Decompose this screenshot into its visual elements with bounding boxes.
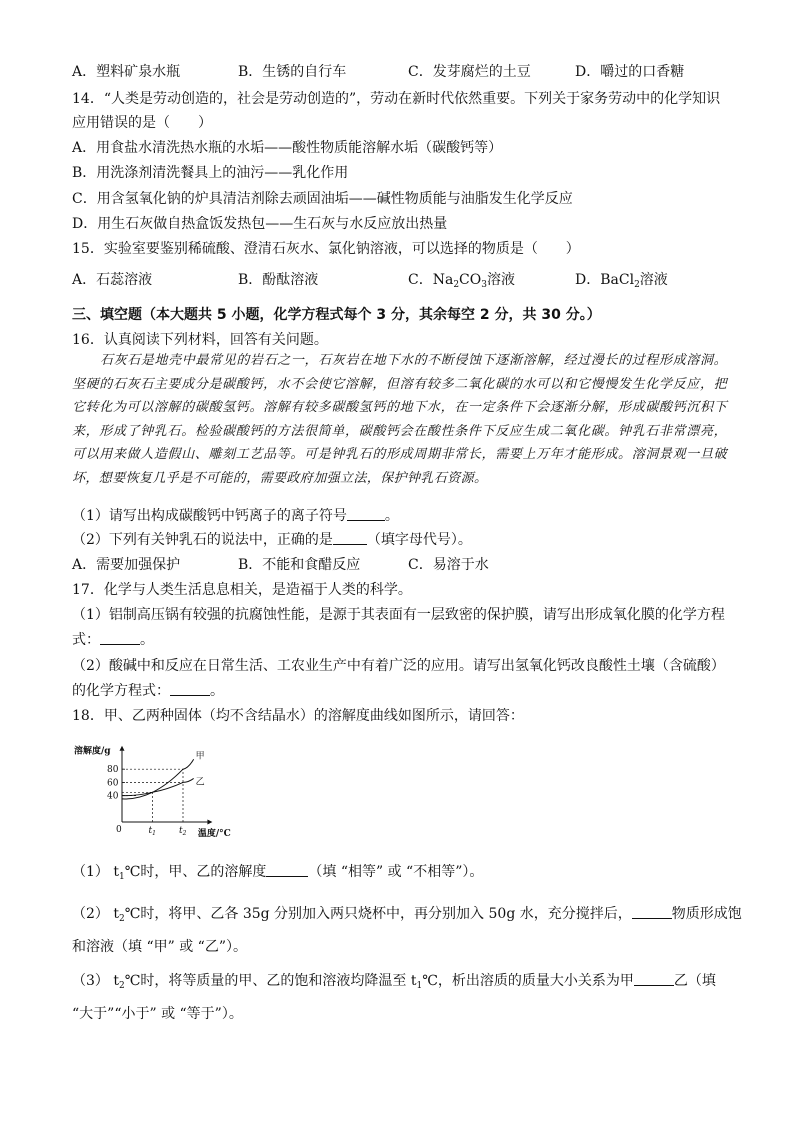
y-axis-label: 溶解度/g [74, 746, 111, 757]
q18-sub3-t1-sub: 1 [416, 981, 423, 991]
q16-passage-text: 石灰石是地壳中最常见的岩石之一，石灰岩在地下水的不断侵蚀下逐渐溶解，经过漫长的过程形成溶洞。坚硬的石灰石主要成分是碳酸钙，水不会使它溶解，但溶有较多二氧化碳的水可以和它慢慢发生化学反应，把它转化为可以溶解的碳酸氢钙。溶解有较多碳酸氢钙的地下水，在一定条件下会逐渐分解，形成碳酸钙沉积下来，形成了钟乳石。检验碳酸钙的方法很简单，碳酸钙会在酸性条件下反应生成二氧化碳。钟乳石非常漂亮，可以用来做人造假山、雕刻工艺品等。可是钟乳石的形成周期非常长，需要上万年才能形成。溶洞景观一旦破坏，想要恢复几乎是不可能的，需要政府加强立法，保护钟乳石资源。 [72, 353, 727, 486]
q18-sub2-mid: ℃时，将甲、乙各 35g 分别加入两只烧杯中，再分别加入 50g 水，充分搅拌后， [124, 906, 632, 922]
q17-sub2-line2 [72, 682, 224, 700]
q14-option-a: A．用食盐水清洗热水瓶的水垢——酸性物质能溶解水垢（碳酸钙等） [72, 140, 503, 156]
section-3-heading: 三、填空题（本大题共 5 小题，化学方程式每个 3 分，其余每空 2 分，共 30 分。） [72, 307, 601, 323]
x-axis-label: 温度/°C [197, 829, 231, 839]
q18-sub1-blank[interactable] [266, 864, 308, 877]
q17-sub2-end: 。 [210, 683, 224, 699]
q15-option-d-sub: 2 [634, 280, 640, 290]
origin-label: 0 [116, 825, 122, 835]
q18-sub1-post: （填 “相等” 或 “不相等”）。 [308, 864, 484, 880]
q16-option-b: B．不能和食醋反应 [238, 557, 361, 573]
q17-sub2-line1: （2）酸碱中和反应在日常生活、工农业生产中有着广泛的应用。请写出氢氧化钙改良酸性土壤（含硫酸） [72, 658, 725, 674]
q18-sub2-blank[interactable] [632, 906, 672, 919]
q16-sub2-post: （填字母代号）。 [366, 532, 472, 548]
q15-option-d-post: 溶液 [639, 272, 668, 288]
q18-sub2-line2: 和溶液（填 “甲” 或 “乙”）。 [72, 939, 247, 955]
q15-option-d-pre: D．BaCl [575, 272, 635, 288]
q18-sub1-t-sub: 1 [118, 872, 125, 882]
q15-option-a: A．石蕊溶液 [72, 272, 153, 288]
q14-option-d: D．用生石灰做自热盒饭发热包——生石灰与水反应放出热量 [72, 216, 448, 232]
q14-option-b: B．用洗涤剂清洗餐具上的油污——乳化作用 [72, 165, 349, 181]
q17-sub1-end: 。 [140, 632, 154, 648]
q18-sub3-pre: （3） t [72, 973, 119, 989]
q15-stem: 15．实验室要鉴别稀硫酸、澄清石灰水、氯化钠溶液，可以选择的物质是（ ） [72, 241, 580, 257]
q18-sub2 [72, 905, 742, 923]
q17-sub1-line2 [72, 631, 154, 649]
q13-option-a: A．塑料矿泉水瓶 [72, 64, 181, 80]
q18-sub3-mid1: ℃时，将等质量的甲、乙的饱和溶液均降温至 t [124, 973, 417, 989]
q15-option-b: B．酚酞溶液 [238, 272, 319, 288]
q18-sub1-mid: ℃时，甲、乙的溶解度 [124, 864, 267, 880]
y-axis-arrow [120, 746, 125, 751]
q18-sub2-t-sub: 2 [118, 914, 125, 924]
q16-sub1-blank[interactable] [347, 508, 385, 521]
q16-option-c: C．易溶于水 [408, 557, 489, 573]
q18-sub1-pre: （1） t [72, 864, 119, 880]
q18-stem: 18．甲、乙两种固体（均不含结晶水）的溶解度曲线如图所示，请回答： [72, 708, 524, 724]
q15-option-d [575, 271, 668, 289]
q18-sub3-mid2: ℃，析出溶质的质量大小关系为甲 [422, 973, 634, 989]
q15-option-c-sub2: 3 [481, 280, 487, 290]
x-tick-label-t1: $t_1$ [148, 826, 156, 837]
q18-sub3-blank[interactable] [634, 973, 674, 986]
q18-sub3 [72, 972, 716, 990]
q18-sub3-post: 乙（填 [673, 973, 716, 989]
y-tick-label: 60 [107, 778, 119, 789]
q17-sub2-blank[interactable] [170, 683, 210, 696]
q16-sub1-end: 。 [384, 508, 399, 524]
q17-sub2-pre: 的化学方程式： [72, 683, 170, 699]
q14-stem-line1: 14．“人类是劳动创造的，社会是劳动创造的”，劳动在新时代依然重要。下列关于家务劳动中的化学知识 [72, 91, 721, 107]
q16-sub2 [72, 531, 472, 549]
legend-jia: 甲 [195, 751, 205, 762]
q14-stem-line2: 应用错误的是（ ） [72, 115, 212, 131]
q15-option-c-mid: CO [459, 272, 482, 288]
q13-option-d: D．嚼过的口香糖 [575, 64, 685, 80]
q14-option-c: C．用含氢氧化钠的炉具清洁剂除去顽固油垢——碱性物质能与油脂发生化学反应 [72, 191, 573, 207]
q18-sub3-line2: “大于”“小于” 或 “等于”）。 [72, 1006, 243, 1022]
q16-passage [72, 349, 727, 491]
q17-sub1-pre: 式： [72, 632, 100, 648]
q16-option-a: A．需要加强保护 [72, 557, 181, 573]
q15-option-c-pre: C．Na [408, 272, 454, 288]
legend-yi: 乙 [195, 777, 205, 788]
y-tick-label: 80 [107, 765, 119, 776]
q15-options [72, 271, 722, 289]
q15-option-c-post: 溶液 [486, 272, 515, 288]
q16-sub2-blank[interactable] [333, 532, 367, 545]
q17-sub1-line1: （1）铝制高压锅有较强的抗腐蚀性能，是源于其表面有一层致密的保护膜，请写出形成氧化膜的化学方程 [72, 607, 725, 623]
x-axis-arrow [207, 820, 212, 825]
x-tick-label-t2: $t_2$ [179, 826, 187, 837]
q18-sub2-pre: （2） t [72, 906, 119, 922]
q18-sub1 [72, 863, 483, 881]
q15-option-c-sub1: 2 [453, 280, 460, 290]
q13-options [72, 63, 722, 81]
q17-sub1-blank[interactable] [100, 632, 140, 645]
q16-sub1 [72, 507, 399, 525]
q18-sub2-post: 物质形成饱 [671, 906, 742, 922]
q16-stem: 16．认真阅读下列材料，回答有关问题。 [72, 332, 328, 348]
chart-layer [74, 745, 231, 839]
y-tick-label: 40 [107, 791, 119, 802]
q16-sub1-text: （1）请写出构成碳酸钙中钙离子的离子符号 [72, 508, 347, 524]
x-tick-label-t2-sub: 2 [182, 830, 187, 837]
q16-sub2-pre: （2）下列有关钟乳石的说法中，正确的是 [72, 532, 333, 548]
x-tick-label-t1-sub: 1 [152, 830, 156, 837]
q15-option-c [408, 271, 515, 289]
q16-options [72, 556, 722, 574]
q13-option-c: C．发芽腐烂的土豆 [408, 64, 531, 80]
solubility-chart [66, 730, 266, 842]
q18-sub3-t2-sub: 2 [118, 981, 125, 991]
q13-option-b: B．生锈的自行车 [238, 64, 347, 80]
q17-stem: 17．化学与人类生活息息相关，是造福于人类的科学。 [72, 582, 412, 598]
